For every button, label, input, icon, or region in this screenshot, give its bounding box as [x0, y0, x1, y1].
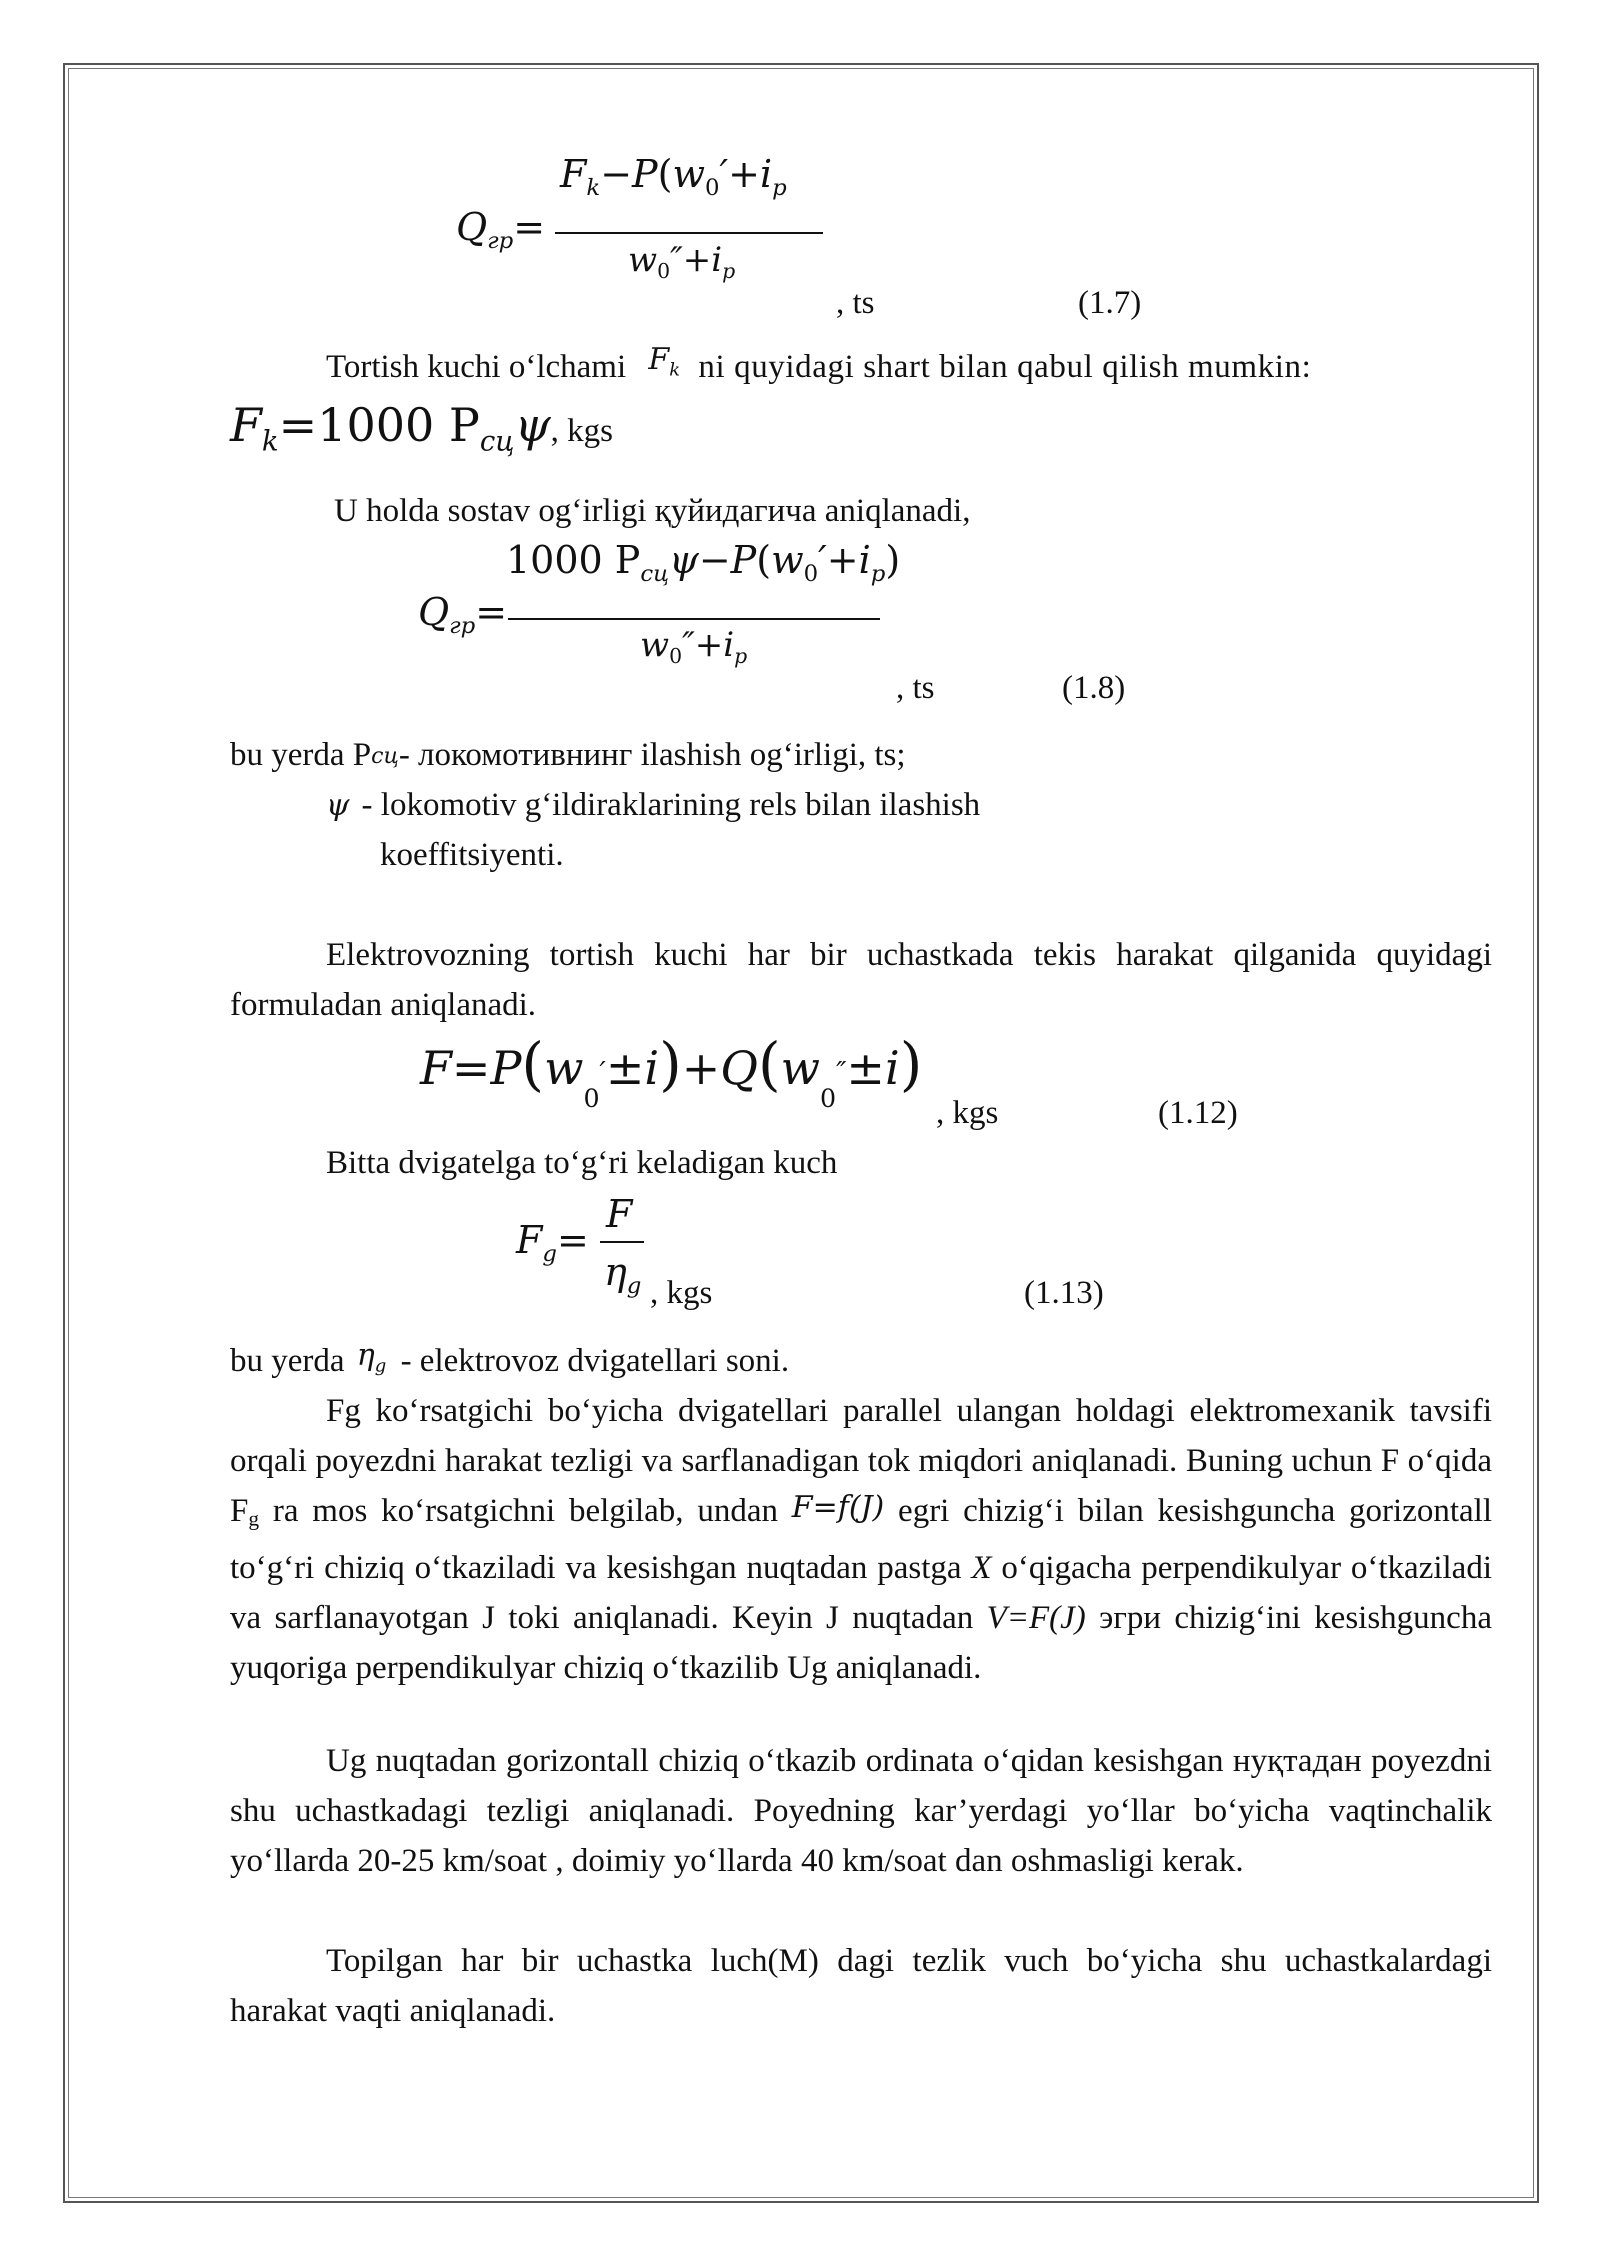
def-eta: bu yerda $\eta_g$ - elektrovoz dvigatellari soni.: [230, 1338, 790, 1379]
eq113-fraction-bar: [600, 1241, 644, 1243]
eq17-fraction-bar: [555, 232, 823, 234]
eq113-lhs: $F_g=$: [516, 1218, 589, 1267]
eta-symbol: $\eta_g$: [356, 1338, 387, 1377]
para-bitta: Bitta dvigatelga to‘g‘ri keladigan kuch: [326, 1145, 838, 1181]
para-fg: Fg ko‘rsatgichi bo‘yicha dvigatellari parallel ulangan holdagi elektromexanik tavsifi orqali poyezdni harakat tezligi va sarflanadigan tok miqdori aniqlanadi. Buning uchun F o‘qida $F_g$ ra mos ko‘rsatgichni belgilab, undan F=f(J) egri chizig‘i bilan kesishguncha gorizontall to‘g‘ri chiziq o‘tkaziladi va kesishgan nuqtadan pastga X o‘qigacha perpendikulyar o‘tkaziladi va sarflanayotgan J toki aniqlanadi. Keyin J nuqtadan V=F(J) эгри chizig‘ini kesishguncha yuqoriga perpendikulyar chiziq o‘tkazilib Ug aniqlanadi.: [230, 1393, 1493, 1687]
eq113-numerator: F: [606, 1192, 633, 1236]
para-holda: U holda sostav og‘irligi қуйидагича aniqlanadi,: [334, 493, 971, 529]
eq17-denominator: $w_0''+i_p$: [628, 240, 736, 284]
def-psi-line2: koeffitsiyenti.: [380, 837, 564, 873]
para-ug: Ug nuqtadan gorizontall chiziq o‘tkazib ordinata o‘qidan kesishgan нуқтадан poyezdni shu uchastkadagi tezligi aniqlanadi. Poyedning kar’yerdagi yo‘llar bo‘yicha vaqtinchalik yo‘llarda 20-25 km/soat , doimiy yo‘llarda 40 km/soat dan oshmasligi kerak.: [230, 1743, 1492, 1879]
para-tortish: Tortish kuchi o‘lchami $F_k$ ni quyidagi shart bilan qabul qilish mumkin:: [326, 342, 1312, 385]
eq112-unit: , kgs: [936, 1095, 999, 1131]
equation-fk: $F_k=1000$ $P_{сц}\psi$, kgs: [230, 398, 613, 458]
equation-1-12: $F=P(w_0'\pm i)+Q(w_0''\pm i)$: [420, 1030, 923, 1113]
eq17-unit: , ts: [836, 285, 875, 321]
eq17-lhs: $Q_{гр}=$: [456, 205, 546, 254]
def-psi: ψ - lokomotiv g‘ildiraklarining rels bilan ilashish: [326, 787, 981, 823]
eq18-unit: , ts: [896, 670, 935, 706]
eq18-lhs: $Q_{гр}=$: [418, 590, 508, 639]
eq113-denominator: $\eta_g$: [604, 1250, 642, 1299]
eq17-numerator: $F_k-P(w_0'+i_p$: [560, 152, 787, 201]
fk-symbol: $F_k$: [648, 342, 681, 381]
def-psc: bu yerda Pсц- локомотивнинг ilashish og‘irligi, ts;: [230, 737, 906, 773]
formula-f-of-j: F=f(J): [791, 1490, 885, 1525]
eq112-number: (1.12): [1158, 1095, 1238, 1131]
eq18-fraction-bar: [508, 618, 880, 620]
eq113-number: (1.13): [1024, 1275, 1104, 1311]
eq17-number: (1.7): [1078, 285, 1142, 321]
para-topilgan: Topilgan har bir uchastka luch(M) dagi tezlik vuch bo‘yicha shu uchastkalardagi harakat vaqti aniqlanadi.: [230, 1943, 1492, 2029]
para-elektrovoz: Elektrovozning tortish kuchi har bir uchastkada tekis harakat qilganida quyidagi formuladan aniqlanadi.: [230, 937, 1492, 1023]
psi-symbol: ψ: [326, 788, 350, 823]
eq18-denominator: $w_0''+i_p$: [640, 625, 748, 669]
eq18-numerator: 1000 $P_{сц}\psi-P(w_0'+i_p)$: [506, 538, 901, 587]
eq18-number: (1.8): [1062, 670, 1126, 706]
eq113-unit: , kgs: [650, 1275, 713, 1311]
